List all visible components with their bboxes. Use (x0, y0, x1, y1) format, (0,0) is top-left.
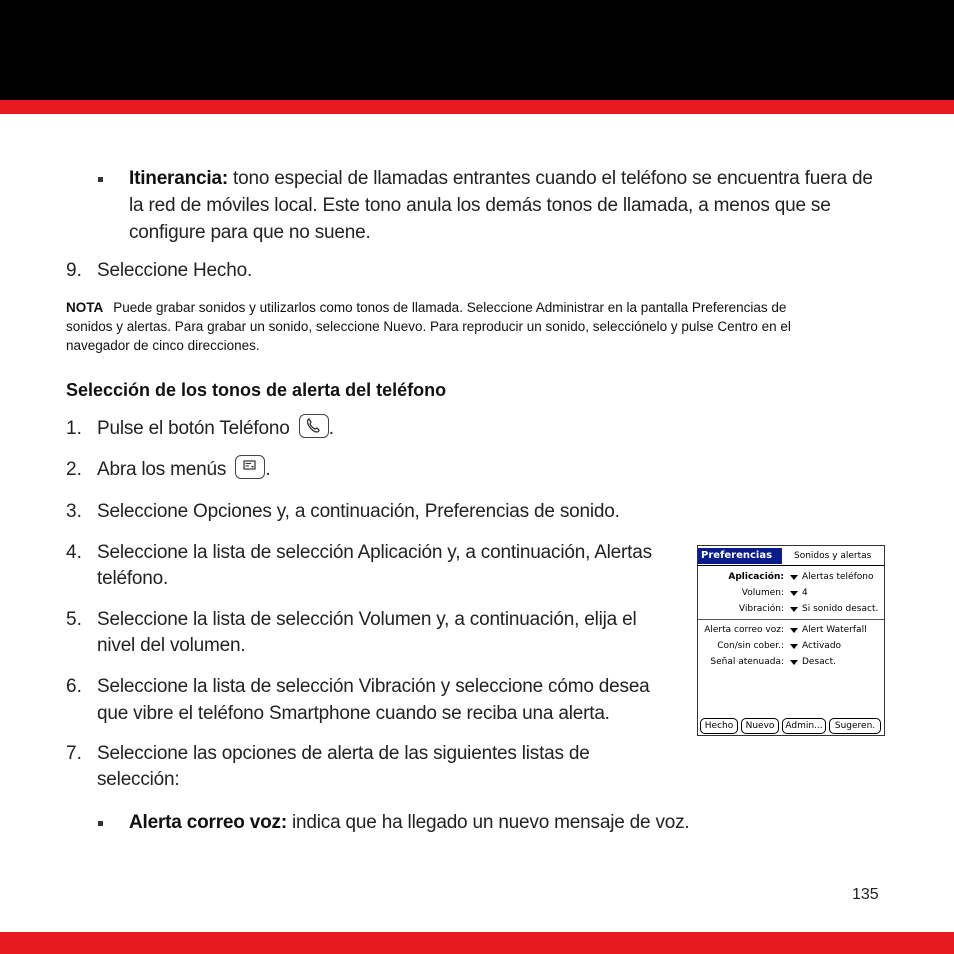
phone-icon (299, 414, 329, 438)
row-value: Alertas teléfono (802, 572, 874, 582)
bullet-itinerancia-line3: configure para que no suene. (129, 222, 371, 243)
step-number: 2. (66, 459, 82, 480)
step-5-line2: nivel del volumen. (97, 635, 246, 656)
bullet-itinerancia: Itinerancia: tono especial de llamadas entrantes cuando el teléfono se encuentra fuera de (129, 168, 873, 189)
row-value: Si sonido desact. (802, 604, 879, 614)
row-key: Vibración: (738, 604, 784, 614)
note-label: NOTA (66, 300, 104, 315)
step-number: 4. (66, 542, 82, 563)
step-1-text: Pulse el botón Teléfono . (97, 415, 334, 442)
done-button[interactable]: Hecho (700, 718, 738, 734)
row-value: Desact. (802, 657, 837, 667)
screenshot-tabbar (698, 546, 884, 566)
bullet-label: Alerta correo voz: (129, 812, 287, 833)
bullet-itinerancia-line2: la red de móviles local. Este tono anula los demás tonos de llamada, a menos que se (129, 195, 831, 216)
preferences-screenshot (697, 545, 885, 736)
picker-arrow-icon (790, 644, 798, 649)
row-key: Señal atenuada: (710, 657, 784, 667)
step-5-line1: Seleccione la lista de selección Volumen y, a continuación, elija el (97, 609, 637, 630)
picker-arrow-icon (790, 628, 798, 633)
step-6-line1: Seleccione la lista de selección Vibración y seleccione cómo desea (97, 676, 650, 697)
header-red-stripe (0, 100, 954, 114)
row-key: Volumen: (741, 588, 784, 598)
step-4-line2: teléfono. (97, 568, 169, 589)
step-number: 7. (66, 743, 82, 764)
bullet-marker (98, 821, 103, 826)
step-number: 9. (66, 260, 82, 281)
step-2-text: Abra los menús . (97, 456, 270, 483)
row-value: Activado (802, 641, 842, 651)
bullet-marker (98, 177, 103, 182)
menu-icon (235, 455, 265, 479)
picker-arrow-icon (790, 575, 798, 580)
step-6-line2: que vibre el teléfono Smartphone cuando se reciba una alerta. (97, 703, 610, 724)
step-text: Seleccione Hecho. (97, 260, 253, 281)
screenshot-title: Preferencias (698, 548, 782, 564)
step-number: 6. (66, 676, 82, 697)
section-heading: Selección de los tonos de alerta del teléfono (66, 380, 447, 400)
picker-arrow-icon (790, 607, 798, 612)
row-key: Alerta correo voz: (704, 625, 784, 635)
step-number: 3. (66, 501, 82, 522)
row-value: Alert Waterfall (802, 625, 867, 635)
picker-arrow-icon (790, 660, 798, 665)
bullet-label: Itinerancia: (129, 168, 228, 189)
new-button[interactable]: Nuevo (741, 718, 779, 734)
row-value: 4 (802, 588, 808, 598)
step-7-line1: Seleccione las opciones de alerta de las siguientes listas de (97, 743, 590, 764)
screenshot-divider (698, 619, 884, 620)
bullet-voicemail: Alerta correo voz: indica que ha llegado un nuevo mensaje de voz. (129, 812, 690, 833)
page-number: 135 (852, 886, 879, 903)
row-key: Aplicación: (728, 572, 784, 582)
footer-red-stripe (0, 932, 954, 954)
step-number: 5. (66, 609, 82, 630)
step-number: 1. (66, 418, 82, 439)
step-4-line1: Seleccione la lista de selección Aplicación y, a continuación, Alertas (97, 542, 652, 563)
row-key: Con/sin cober.: (717, 641, 784, 651)
header-black-band (0, 0, 954, 100)
picker-arrow-icon (790, 591, 798, 596)
step-7-line2: selección: (97, 769, 180, 790)
suggestions-button[interactable]: Sugeren. (829, 718, 881, 734)
screenshot-category: Sonidos y alertas (794, 551, 872, 561)
admin-button[interactable]: Admin... (782, 718, 826, 734)
note-block: NOTA Puede grabar sonidos y utilizarlos como tonos de llamada. Seleccione Administrar en la pantalla Preferencias de sonidos y alertas. Para grabar un sonido, seleccione Nuevo. Para reproducir un sonido, selecciónelo y pulse Centro en el navegador de cinco direcciones. (66, 300, 791, 353)
step-3-text: Seleccione Opciones y, a continuación, Preferencias de sonido. (97, 501, 620, 522)
